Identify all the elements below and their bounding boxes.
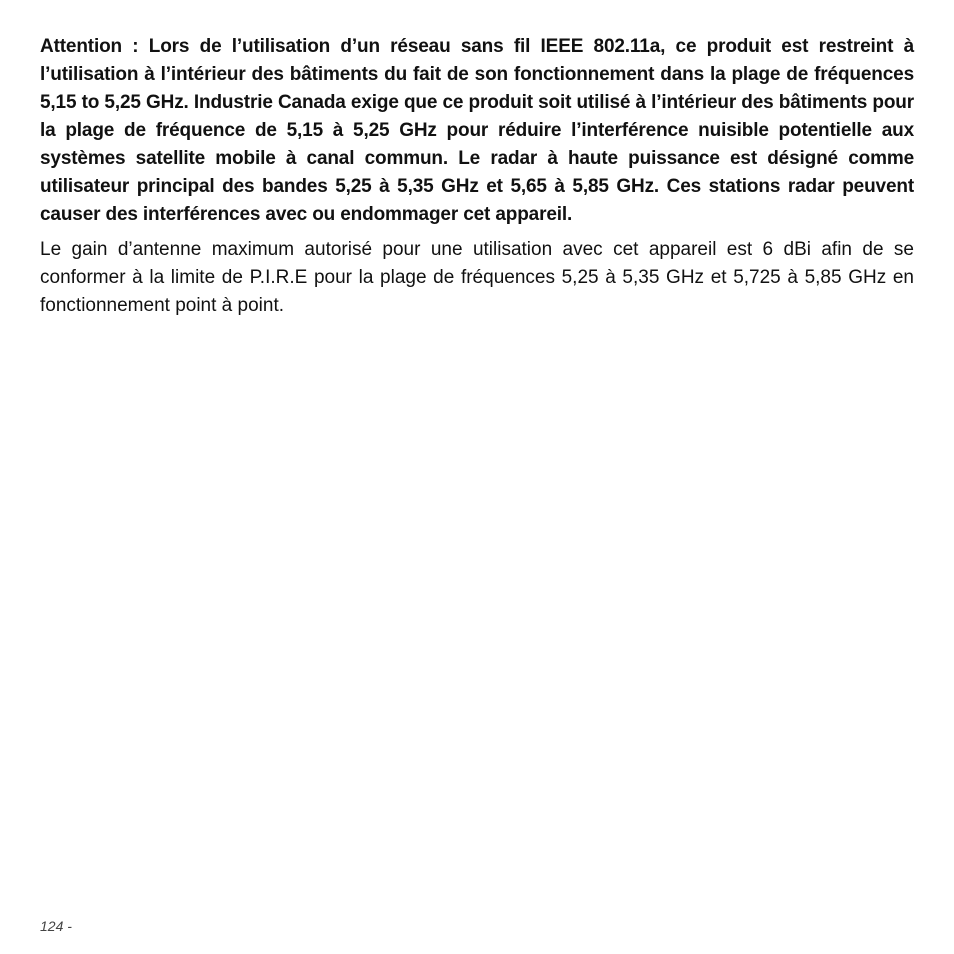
antenna-gain-paragraph: Le gain d’antenne maximum autorisé pour une utilisation avec cet appareil est 6 dBi afin de se conformer à la limite de P.I.R.E pour la plage de fréquences 5,25 à 5,35 GHz et 5,725 à 5,85 GHz en fonctionnement point à point. [40, 239, 914, 316]
warning-paragraph: Attention : Lors de l’utilisation d’un réseau sans fil IEEE 802.11a, ce produit est restreint à l’utilisation à l’intérieur des bâtiments du fait de son fonctionnement dans la plage de fréquences 5,15 to 5,25 GHz. Industrie Canada exige que ce produit soit utilisé à l’intérieur des bâtiments pour la plage de fréquence de 5,15 à 5,25 GHz pour réduire l’interférence nuisible potentielle aux systèmes satellite mobile à canal commun. Le radar à haute puissance est désigné comme utilisateur principal des bandes 5,25 à 5,35 GHz et 5,65 à 5,85 GHz. Ces stations radar peuvent causer des interférences avec ou endommager cet appareil. [40, 36, 914, 225]
page-number: 124 - [40, 918, 72, 934]
page-content [40, 33, 914, 320]
